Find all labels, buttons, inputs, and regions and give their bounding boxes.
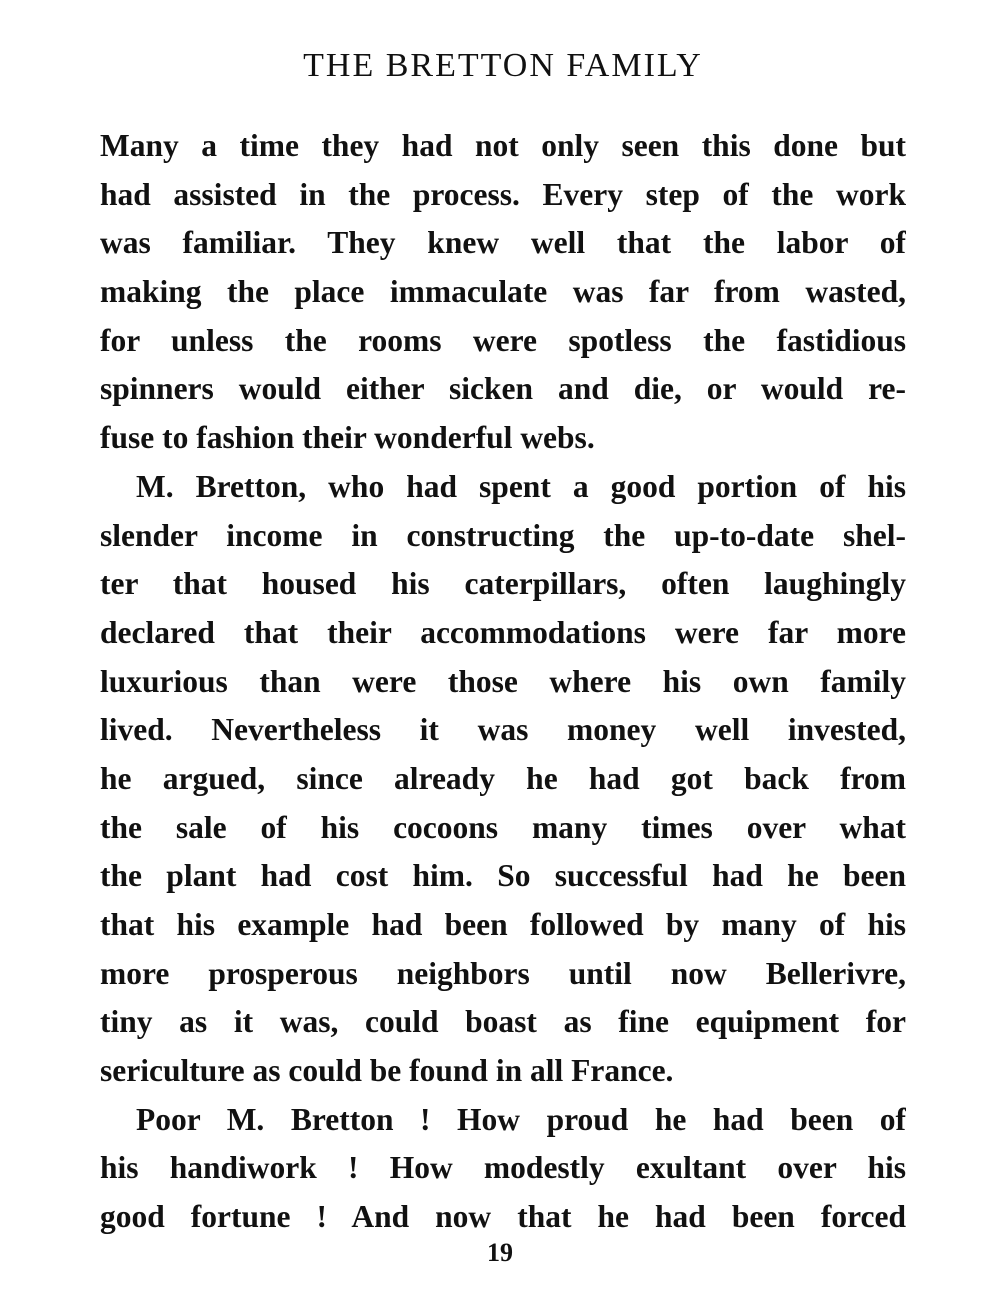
text-line: Many a time they had not only seen this done but [100,128,906,163]
text-line: lived. Nevertheless it was money well invested, [100,712,906,748]
text-line: Poor M. Bretton ! How proud he had been of [136,1101,906,1137]
text-line: spinners would either sicken and die, or would re- [100,371,906,407]
text-line: the plant had cost him. So successful had he been [100,858,906,894]
book-page [100,40,906,1242]
text-line: was familiar. They knew well that the labor of [100,225,906,261]
text-line: good fortune ! And now that he had been forced [100,1199,906,1235]
text-line: fuse to fashion their wonderful webs. [100,420,595,456]
text-line: that his example had been followed by many of his [100,907,906,942]
text-line: declared that their accommodations were far more [100,614,906,650]
text-line: the sale of his cocoons many times over what [100,809,906,845]
text-line: for unless the rooms were spotless the fastidious [100,322,906,358]
paragraph [100,1096,906,1242]
text-line: M. Bretton, who had spent a good portion of his [136,468,906,504]
text-line: he argued, since already he had got back from [100,760,906,796]
text-line: had assisted in the process. Every step of the work [100,176,906,212]
body-text [100,122,906,1242]
text-line: slender income in constructing the up-to-date shel- [100,517,906,553]
running-head: THE BRETTON FAMILY [303,47,703,84]
text-line: sericulture as could be found in all France. [100,1053,674,1089]
text-line: tiny as it was, could boast as fine equipment for [100,1004,906,1040]
text-line: ter that housed his caterpillars, often laughingly [100,566,906,602]
paragraph [100,122,906,463]
text-line: luxurious than were those where his own family [100,663,906,699]
page-number: 19 [487,1238,513,1267]
text-line: his handiwork ! How modestly exultant over his [100,1150,906,1186]
text-line: making the place immaculate was far from wasted, [100,274,906,310]
text-line: more prosperous neighbors until now Bellerivre, [100,955,906,991]
paragraph [100,463,906,1096]
